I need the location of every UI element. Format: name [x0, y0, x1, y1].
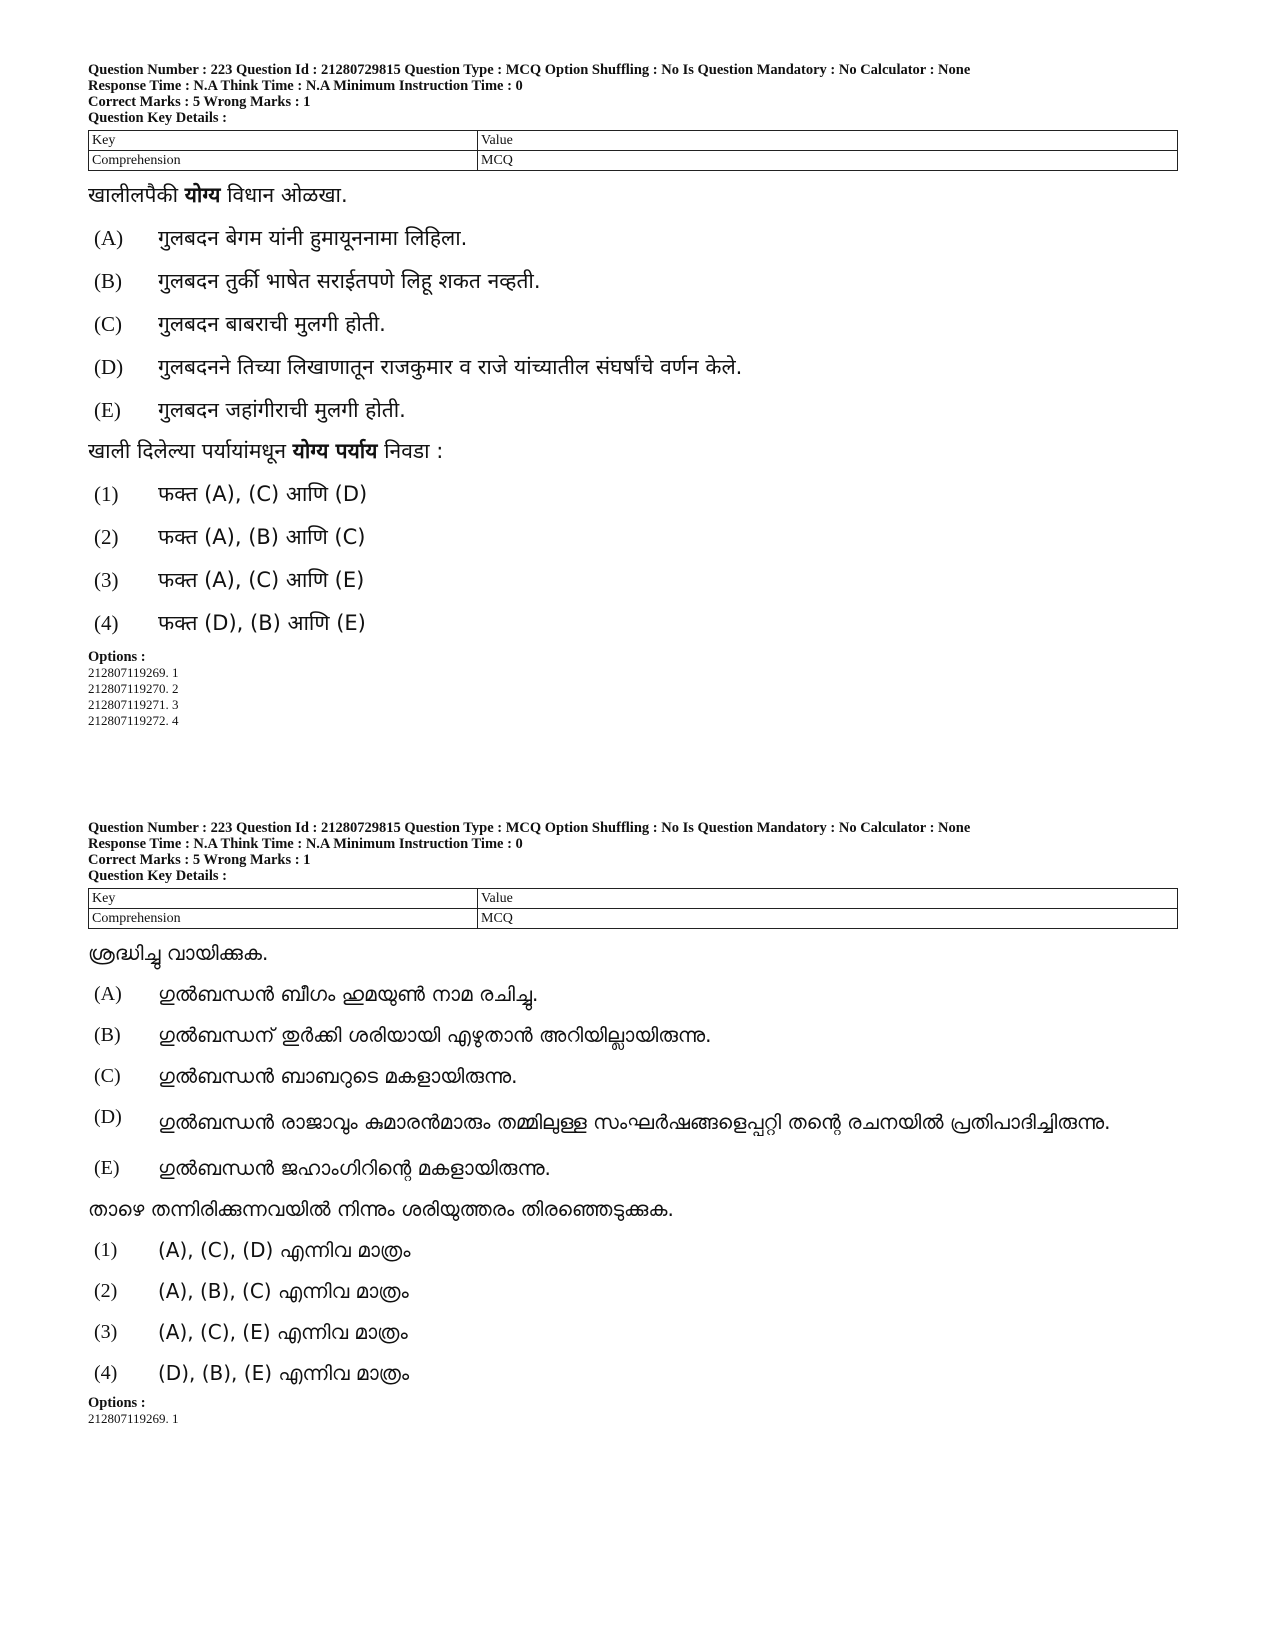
- option-id: 212807119272. 4: [88, 713, 179, 728]
- key-details-label: Question Key Details :: [88, 110, 227, 126]
- statement-item: (C) ഗുൽബന്ധൻ ബാബറുടെ മകളായിരുന്നു.: [94, 1064, 518, 1088]
- statement-item: (D) गुलबदनने तिच्या लिखाणातून राजकुमार व राजे यांच्यातील संघर्षांचे वर्णन केले.: [94, 355, 743, 379]
- question-stem: खालीलपैकी योग्य विधान ओळखा.: [88, 183, 348, 207]
- statement-item: (C) गुलबदन बाबराची मुलगी होती.: [94, 312, 386, 336]
- option-id: 212807119269. 1: [88, 1411, 179, 1426]
- question-meta-line: Response Time : N.A Think Time : N.A Minimum Instruction Time : 0: [88, 78, 523, 94]
- table-cell-key: Comprehension: [89, 151, 478, 171]
- key-value-table: [88, 130, 1178, 171]
- question-block-marathi: [88, 62, 1188, 729]
- options-label: Options :: [88, 1395, 146, 1411]
- table-cell-value: MCQ: [478, 909, 1178, 929]
- table-cell-value: MCQ: [478, 151, 1178, 171]
- answer-choice: (1) फक्त (A), (C) आणि (D): [94, 482, 368, 506]
- answer-choice: (1) (A), (C), (D) എന്നിവ മാത്രം: [94, 1238, 411, 1262]
- answer-choice: (3) (A), (C), (E) എന്നിവ മാത്രം: [94, 1320, 408, 1344]
- table-header-key: Key: [89, 131, 478, 151]
- question-meta-line: Correct Marks : 5 Wrong Marks : 1: [88, 852, 311, 868]
- answer-choice: (2) फक्त (A), (B) आणि (C): [94, 525, 366, 549]
- option-id: 212807119271. 3: [88, 697, 179, 712]
- statement-item: (B) ഗുൽബന്ധന് തുർക്കി ശരിയായി എഴുതാൻ അറിയില്ലായിരുന്നു.: [94, 1023, 712, 1047]
- options-label: Options :: [88, 649, 146, 665]
- key-details-label: Question Key Details :: [88, 868, 227, 884]
- answer-prompt: താഴെ തന്നിരിക്കുന്നവയിൽ നിന്നും ശരിയുത്തരം തിരഞ്ഞെടുക്കുക.: [88, 1197, 674, 1221]
- statement-item: (A) ഗുൽബന്ധൻ ബീഗം ഹുമയുൺ നാമ രചിച്ചു.: [94, 982, 539, 1006]
- key-value-table: [88, 888, 1178, 929]
- statement-item: (E) ഗുൽബന്ധൻ ജഹാംഗിറിന്റെ മകളായിരുന്നു.: [94, 1156, 551, 1180]
- question-meta-line: Question Number : 223 Question Id : 21280729815 Question Type : MCQ Option Shuffling : No Is Question Mandatory : No Calculator : None: [88, 62, 971, 78]
- option-id: 212807119270. 2: [88, 681, 179, 696]
- question-stem: ശ്രദ്ധിച്ചു വായിക്കുക.: [88, 941, 269, 965]
- table-header-value: Value: [478, 131, 1178, 151]
- answer-choice: (4) फक्त (D), (B) आणि (E): [94, 611, 366, 635]
- statement-item: (D) ഗുൽബന്ധൻ രാജാവും കുമാരൻമാരും തമ്മിലുള്ള സംഘർഷങ്ങളെപ്പറ്റി തന്റെ രചനയിൽ പ്രതിപാദിച്ചിരുന്നു.: [94, 1106, 1111, 1134]
- option-id: 212807119269. 1: [88, 665, 179, 680]
- answer-choice: (4) (D), (B), (E) എന്നിവ മാത്രം: [94, 1361, 410, 1385]
- question-block-malayalam: [88, 820, 1188, 1427]
- answer-prompt: खाली दिलेल्या पर्यायांमधून योग्य पर्याय निवडा :: [88, 439, 444, 463]
- answer-choice: (2) (A), (B), (C) എന്നിവ മാത്രം: [94, 1279, 409, 1303]
- answer-choice: (3) फक्त (A), (C) आणि (E): [94, 568, 365, 592]
- statement-item: (E) गुलबदन जहांगीराची मुलगी होती.: [94, 398, 406, 422]
- table-header-key: Key: [89, 889, 478, 909]
- question-meta-line: Question Number : 223 Question Id : 21280729815 Question Type : MCQ Option Shuffling : No Is Question Mandatory : No Calculator : None: [88, 820, 971, 836]
- statement-item: (A) गुलबदन बेगम यांनी हुमायूननामा लिहिला.: [94, 226, 468, 250]
- question-meta-line: Response Time : N.A Think Time : N.A Minimum Instruction Time : 0: [88, 836, 523, 852]
- statement-item: (B) गुलबदन तुर्की भाषेत सराईतपणे लिहू शकत नव्हती.: [94, 269, 541, 293]
- table-cell-key: Comprehension: [89, 909, 478, 929]
- question-meta-line: Correct Marks : 5 Wrong Marks : 1: [88, 94, 311, 110]
- table-header-value: Value: [478, 889, 1178, 909]
